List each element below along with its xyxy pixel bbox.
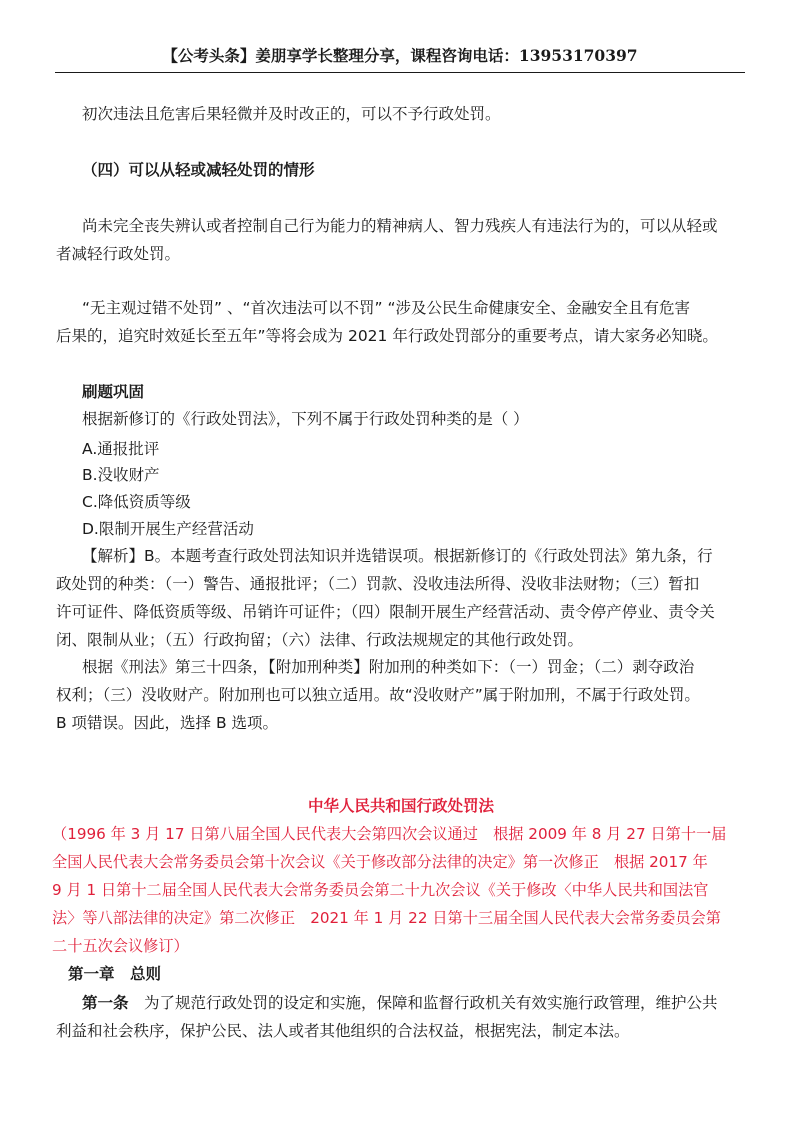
- text-line: 法〉等八部法律的决定》第二次修正 2021 年 1 月 22 日第十三届全国人民代表大会常务委员会第: [52, 909, 721, 927]
- text-line: 利益和社会秩序，保护公民、法人或者其他组织的合法权益，根据宪法，制定本法。: [56, 1022, 630, 1040]
- article-1: [56, 989, 746, 1045]
- page-header: 【公考头条】姜朋享学长整理分享，课程咨询电话：13953170397: [55, 44, 745, 73]
- text-line: 为了规范行政处罚的设定和实施，保障和监督行政机关有效实施行政管理，维护公共: [128, 994, 718, 1012]
- quiz-option-b: B.没收财产: [82, 466, 160, 484]
- text-line: 二十五次会议修订）: [52, 937, 189, 955]
- chapter-heading: 第一章 总则: [68, 965, 162, 983]
- paragraph-first-violation: [56, 100, 746, 128]
- text-line: 初次违法且危害后果轻微并及时改正的，可以不予行政处罚。: [82, 105, 501, 123]
- text-line: 闭、限制从业；（五）行政拘留；（六）法律、行政法规规定的其他行政处罚。: [56, 631, 584, 649]
- article-label: 第一条: [82, 994, 129, 1012]
- text-line: “无主观过错不处罚” 、“首次违法可以不罚” “涉及公民生命健康安全、金融安全且有危害: [82, 299, 691, 317]
- text-line: （1996 年 3 月 17 日第八届全国人民代表大会第四次会议通过 根据 2009 年 8 月 27 日第十一届: [52, 825, 727, 843]
- quiz-analysis: [56, 542, 746, 654]
- text-line: 者减轻行政处罚。: [56, 245, 181, 263]
- text-line: 政处罚的种类：（一）警告、通报批评；（二）罚款、没收违法所得、没收非法财物；（三）暂扣: [56, 575, 700, 593]
- text-line: 许可证件、降低资质等级、吊销许可证件；（四）限制开展生产经营活动、责令停产停业、责令关: [56, 603, 715, 621]
- text-line: 【解析】B。本题考查行政处罚法知识并选错误项。根据新修订的《行政处罚法》第九条，行: [82, 547, 713, 565]
- section-heading-4: （四）可以从轻或减轻处罚的情形: [82, 161, 315, 179]
- quiz-question: 根据新修订的《行政处罚法》，下列不属于行政处罚种类的是（ ）: [82, 410, 529, 428]
- quiz-criminal-law-note: [56, 653, 746, 737]
- text-line: 9 月 1 日第十二届全国人民代表大会常务委员会第二十九次会议《关于修改〈中华人民共和国法官: [52, 881, 709, 899]
- quiz-option-d: D.限制开展生产经营活动: [82, 520, 254, 538]
- quiz-title: 刷题巩固: [82, 383, 145, 401]
- text-line: 后果的，追究时效延长至五年”等将会成为 2021 年行政处罚部分的重要考点，请大家务必知晓。: [56, 327, 718, 345]
- law-title: 中华人民共和国行政处罚法: [307, 797, 494, 815]
- law-revision-history: [52, 820, 752, 960]
- quiz-option-a: A.通报批评: [82, 440, 160, 458]
- paragraph-mental-illness: [56, 212, 746, 268]
- paragraph-key-points: [56, 294, 746, 350]
- text-line: 全国人民代表大会常务委员会第十次会议《关于修改部分法律的决定》第一次修正 根据 2017 年: [52, 853, 708, 871]
- text-line: 尚未完全丧失辨认或者控制自己行为能力的精神病人、智力残疾人有违法行为的，可以从轻或: [82, 217, 718, 235]
- text-line: 根据《刑法》第三十四条，【附加刑种类】附加刑的种类如下：（一）罚金；（二）剥夺政治: [82, 658, 695, 676]
- text-line: B 项错误。因此，选择 B 选项。: [56, 714, 279, 732]
- text-line: 权利；（三）没收财产。附加刑也可以独立适用。故“没收财产”属于附加刑，不属于行政处罚。: [56, 686, 700, 704]
- quiz-option-c: C.降低资质等级: [82, 493, 191, 511]
